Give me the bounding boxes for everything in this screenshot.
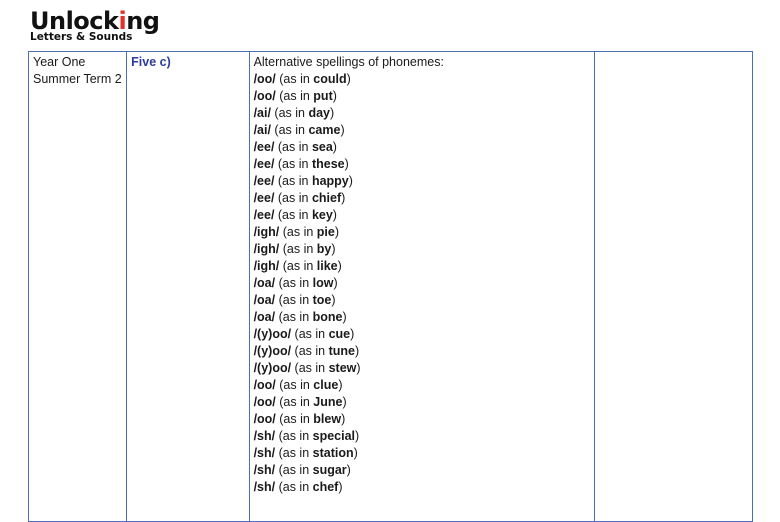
phoneme: /oa/ <box>253 293 276 307</box>
list-item <box>254 394 590 411</box>
close-paren: ) <box>346 72 351 86</box>
example-word: cue <box>328 327 351 341</box>
list-item <box>254 88 590 105</box>
list-item <box>254 445 590 462</box>
close-paren: ) <box>338 378 343 392</box>
phoneme: /sh/ <box>253 429 276 443</box>
example-word: toe <box>312 293 332 307</box>
phoneme: /oo/ <box>253 395 276 409</box>
close-paren: ) <box>332 89 337 103</box>
example-word: clue <box>313 378 339 392</box>
phoneme: /sh/ <box>253 480 276 494</box>
planning-table <box>28 51 753 522</box>
list-item <box>254 462 590 479</box>
content-cell <box>249 52 594 522</box>
example-word: happy <box>311 174 349 188</box>
example-word: tune <box>328 344 355 358</box>
logo <box>30 8 159 42</box>
close-paren: ) <box>331 242 336 256</box>
example-word: key <box>311 208 333 222</box>
close-paren: ) <box>350 327 355 341</box>
close-paren: ) <box>346 463 351 477</box>
unit-label: Five c) <box>131 55 171 69</box>
example-word: chief <box>311 191 342 205</box>
list-item <box>254 292 590 309</box>
logo-subtitle: Letters & Sounds <box>30 31 133 43</box>
list-item <box>254 224 590 241</box>
as-in-text: (as in <box>274 157 312 171</box>
example-word: stew <box>328 361 357 375</box>
notes-cell <box>594 52 752 522</box>
example-word: could <box>313 72 347 86</box>
example-word: sea <box>311 140 333 154</box>
example-word: June <box>313 395 343 409</box>
list-item <box>254 139 590 156</box>
as-in-text: (as in <box>275 310 313 324</box>
phoneme: /ee/ <box>253 191 275 205</box>
phoneme: /(y)oo/ <box>253 361 292 375</box>
close-paren: ) <box>334 225 340 239</box>
list-item <box>254 258 590 275</box>
list-item <box>254 105 590 122</box>
example-word: chef <box>312 480 339 494</box>
phoneme: /ee/ <box>253 157 275 171</box>
close-paren: ) <box>348 174 353 188</box>
as-in-text: (as in <box>270 123 309 137</box>
example-word: like <box>316 259 338 273</box>
term-label: Summer Term 2 <box>33 72 122 86</box>
example-word: station <box>312 446 354 460</box>
as-in-text: (as in <box>275 463 313 477</box>
logo-title-part: ng <box>126 7 160 35</box>
as-in-text: (as in <box>291 327 329 341</box>
phoneme: /igh/ <box>253 242 280 256</box>
logo-title-part: Unlock <box>30 7 119 35</box>
phoneme: /igh/ <box>253 225 280 239</box>
list-item <box>254 122 590 139</box>
table-row <box>29 52 753 522</box>
close-paren: ) <box>341 191 346 205</box>
as-in-text: (as in <box>279 242 317 256</box>
phoneme: /ee/ <box>253 174 275 188</box>
phoneme: /ee/ <box>253 140 275 154</box>
list-item <box>254 275 590 292</box>
phoneme: /ai/ <box>253 123 271 137</box>
close-paren: ) <box>344 157 349 171</box>
example-word: low <box>312 276 334 290</box>
example-word: came <box>308 123 341 137</box>
close-paren: ) <box>337 259 342 273</box>
close-paren: ) <box>342 310 347 324</box>
year-term-cell <box>29 52 127 522</box>
close-paren: ) <box>353 446 358 460</box>
close-paren: ) <box>338 480 343 494</box>
list-item <box>254 190 590 207</box>
phoneme: /ai/ <box>253 106 271 120</box>
as-in-text: (as in <box>275 276 313 290</box>
phoneme: /oa/ <box>253 276 276 290</box>
as-in-text: (as in <box>274 208 312 222</box>
as-in-text: (as in <box>275 293 313 307</box>
phoneme: /oo/ <box>253 378 276 392</box>
close-paren: ) <box>332 140 337 154</box>
example-word: special <box>312 429 356 443</box>
list-item <box>254 377 590 394</box>
phoneme: /oo/ <box>253 72 276 86</box>
list-item <box>254 173 590 190</box>
as-in-text: (as in <box>275 395 314 409</box>
unit-cell <box>127 52 249 522</box>
close-paren: ) <box>356 361 361 375</box>
list-item <box>254 411 590 428</box>
phoneme: /oo/ <box>253 412 276 426</box>
example-word: bone <box>312 310 343 324</box>
close-paren: ) <box>340 123 345 137</box>
as-in-text: (as in <box>274 191 312 205</box>
keyhole-i: i <box>118 7 127 35</box>
year-label: Year One <box>33 55 86 69</box>
close-paren: ) <box>330 106 335 120</box>
example-word: blew <box>313 412 342 426</box>
list-item <box>254 343 590 360</box>
as-in-text: (as in <box>275 412 314 426</box>
example-word: pie <box>316 225 335 239</box>
close-paren: ) <box>331 293 336 307</box>
phoneme: /sh/ <box>253 446 276 460</box>
as-in-text: (as in <box>270 106 309 120</box>
as-in-text: (as in <box>291 344 329 358</box>
phoneme: /ee/ <box>253 208 275 222</box>
example-word: sugar <box>312 463 347 477</box>
list-item <box>254 479 590 496</box>
phoneme: /(y)oo/ <box>253 327 292 341</box>
list-item <box>254 71 590 88</box>
close-paren: ) <box>342 395 347 409</box>
list-item <box>254 156 590 173</box>
phoneme: /oa/ <box>253 310 276 324</box>
as-in-text: (as in <box>275 429 313 443</box>
list-item <box>254 428 590 445</box>
as-in-text: (as in <box>275 480 313 494</box>
close-paren: ) <box>355 429 360 443</box>
example-word: by <box>316 242 332 256</box>
phoneme: /oo/ <box>253 89 276 103</box>
as-in-text: (as in <box>275 446 313 460</box>
as-in-text: (as in <box>275 378 314 392</box>
content-heading: Alternative spellings of phonemes: <box>253 55 444 69</box>
example-word: put <box>313 89 333 103</box>
as-in-text: (as in <box>274 174 312 188</box>
list-item <box>254 326 590 343</box>
list-item <box>254 241 590 258</box>
phoneme: /igh/ <box>253 259 280 273</box>
example-word: day <box>308 106 330 120</box>
phoneme: /(y)oo/ <box>253 344 292 358</box>
as-in-text: (as in <box>279 225 317 239</box>
phoneme-list <box>254 71 590 496</box>
as-in-text: (as in <box>279 259 317 273</box>
close-paren: ) <box>332 208 337 222</box>
close-paren: ) <box>333 276 338 290</box>
close-paren: ) <box>341 412 346 426</box>
as-in-text: (as in <box>275 89 314 103</box>
as-in-text: (as in <box>274 140 312 154</box>
close-paren: ) <box>354 344 360 358</box>
list-item <box>254 309 590 326</box>
as-in-text: (as in <box>275 72 314 86</box>
as-in-text: (as in <box>291 361 329 375</box>
list-item <box>254 207 590 224</box>
list-item <box>254 360 590 377</box>
example-word: these <box>311 157 345 171</box>
phoneme: /sh/ <box>253 463 276 477</box>
